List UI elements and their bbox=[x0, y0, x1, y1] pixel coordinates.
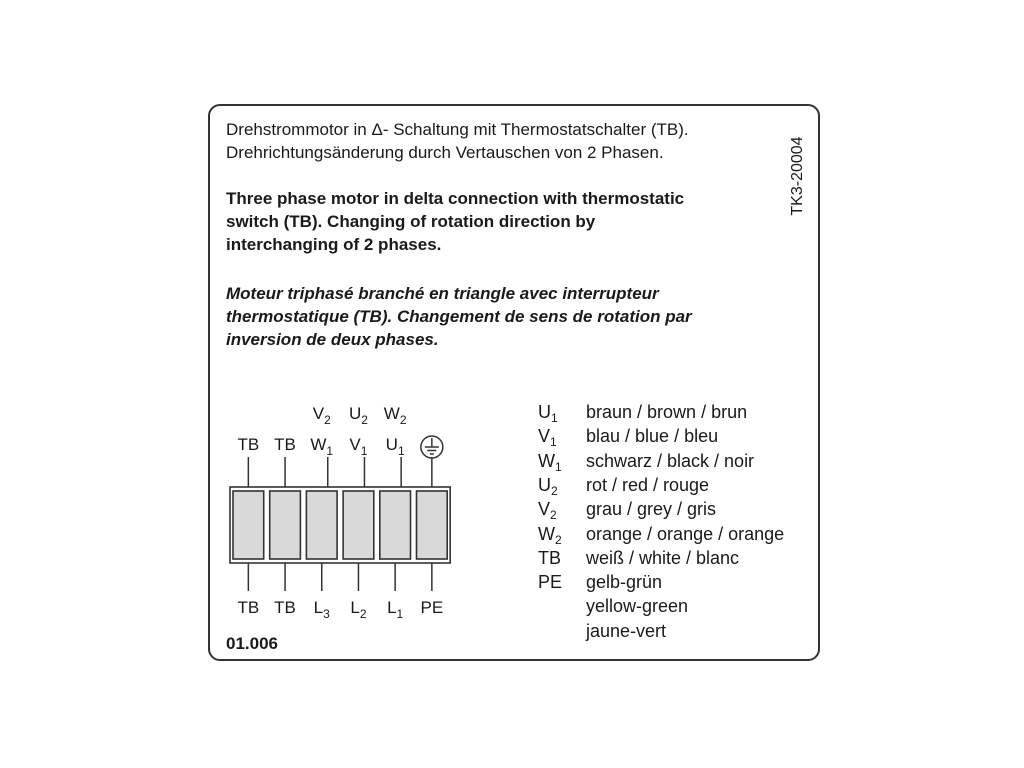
description-german-line: Drehstrommotor in Δ- Schaltung mit Thermostatschalter (TB). bbox=[226, 120, 689, 139]
terminal-bottom-label: $L_3$ bbox=[313, 598, 330, 621]
terminal-upper-label: $U_2$ bbox=[348, 404, 368, 427]
legend-code: PE bbox=[538, 572, 563, 593]
terminal-top-label: TB bbox=[274, 435, 296, 454]
legend-code: $W_2$ bbox=[538, 523, 562, 547]
legend-color-text: gelb-grün bbox=[586, 572, 663, 593]
terminal-bottom-label: TB bbox=[274, 598, 296, 617]
label-code bbox=[785, 126, 811, 226]
description-german-line: Drehrichtungsänderung durch Vertauschen von 2 Phasen. bbox=[226, 143, 664, 162]
legend-color-text: schwarz / black / noir bbox=[586, 450, 755, 471]
legend-color-text: rot / red / rouge bbox=[586, 474, 710, 495]
description-english-line: switch (TB). Changing of rotation direction by bbox=[226, 212, 596, 231]
description-french-line: thermostatique (TB). Changement de sens de rotation par bbox=[226, 307, 692, 326]
description-german bbox=[226, 118, 689, 164]
terminal-upper-label: $V_2$ bbox=[312, 404, 331, 427]
terminal-upper-label: $W_2$ bbox=[383, 404, 407, 427]
terminal-top-label: TB bbox=[237, 435, 260, 454]
terminal-cell bbox=[233, 491, 264, 559]
legend-code: TB bbox=[538, 547, 562, 568]
terminal-cell bbox=[380, 491, 411, 559]
terminal-bottom-label: $L_2$ bbox=[350, 598, 367, 621]
terminal-top-label: $U_1$ bbox=[385, 435, 405, 458]
description-french-line: inversion de deux phases. bbox=[226, 330, 439, 349]
legend-color-text: grau / grey / gris bbox=[586, 499, 717, 520]
legend-color-text: yellow-green bbox=[586, 596, 689, 617]
terminal-cell bbox=[306, 491, 337, 559]
label-code-text: TK3-20004 bbox=[789, 136, 806, 216]
terminal-cell bbox=[343, 491, 374, 559]
legend-code: $U_1$ bbox=[538, 402, 558, 425]
terminal-top-label: $W_1$ bbox=[310, 435, 334, 458]
description-french bbox=[226, 282, 692, 351]
legend-color-text: braun / brown / brun bbox=[586, 402, 748, 422]
description-english bbox=[226, 187, 684, 256]
terminal-cell bbox=[417, 491, 448, 559]
legend-color-text: jaune-vert bbox=[586, 620, 667, 641]
legend-code: $V_2$ bbox=[538, 499, 557, 523]
legend-code: $W_1$ bbox=[538, 450, 562, 474]
legend-code: $V_1$ bbox=[538, 426, 557, 450]
legend-color-text: weiß / white / blanc bbox=[586, 547, 740, 568]
document-number: 01.006 bbox=[226, 634, 278, 653]
description-english-line: Three phase motor in delta connection with thermostatic bbox=[226, 189, 685, 208]
terminal-bottom-label: TB bbox=[237, 598, 260, 617]
description-english-line: interchanging of 2 phases. bbox=[226, 235, 442, 254]
legend-color-text: blau / blue / bleu bbox=[586, 426, 719, 447]
description-french-line: Moteur triphasé branché en triangle avec interrupteur bbox=[226, 284, 659, 303]
terminal-top-label: $V_1$ bbox=[349, 435, 368, 458]
legend-color-text: orange / orange / orange bbox=[586, 523, 785, 544]
terminal-block-diagram bbox=[220, 395, 460, 630]
legend-code: $U_2$ bbox=[538, 474, 558, 498]
terminal-bottom-label: $L_1$ bbox=[387, 598, 404, 621]
terminal-cell bbox=[270, 491, 301, 559]
terminal-bottom-label: PE bbox=[420, 598, 444, 617]
